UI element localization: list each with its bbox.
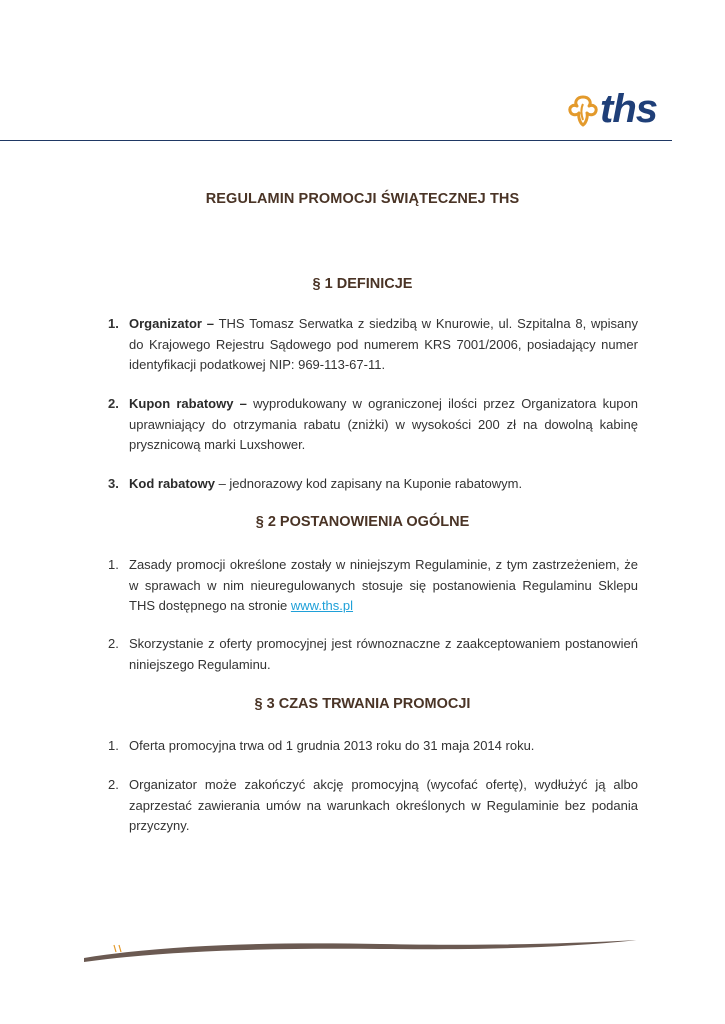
definition-item-coupon: 2. Kupon rabatowy – wyprodukowany w ograniczonej ilości przez Organizatora kupon uprawniający do otrzymania rabatu (zniżki) w wysokości 200 zł na dowolną kabinę prysznicową marki Luxshower.	[108, 396, 638, 452]
section-heading-duration: § 3 CZAS TRWANIA PROMOCJI	[254, 696, 471, 712]
ths-logo-mark-icon	[566, 94, 600, 128]
ths-website-link[interactable]: www.ths.pl	[290, 598, 354, 613]
section-heading-definitions: § 1 DEFINICJE	[312, 276, 413, 292]
footer-swoosh-decoration	[80, 936, 642, 966]
logo-text: ths	[600, 87, 657, 131]
duration-item-1: 1. Oferta promocyjna trwa od 1 grudnia 2013 roku do 31 maja 2014 roku.	[108, 738, 535, 753]
duration-item-2: 2. Organizator może zakończyć akcję promocyjną (wycofać ofertę), wydłużyć ją albo zaprzestać zawierania umów na warunkach określonych w Regulaminie bez podania przyczyny.	[108, 777, 638, 833]
general-item-2: 2. Skorzystanie z oferty promocyjnej jest równoznaczne z zaakceptowaniem postanowień niniejszego Regulaminu.	[108, 636, 638, 672]
document-title: REGULAMIN PROMOCJI ŚWIĄTECZNEJ THS	[205, 191, 520, 207]
definition-item-code: 3. Kod rabatowy – jednorazowy kod zapisany na Kuponie rabatowym.	[108, 476, 523, 491]
general-item-1: 1. Zasady promocji określone zostały w niniejszym Regulaminie, z tym zastrzeżeniem, że w sprawach w nim nieuregulowanych stosuje się postanowienia Regulaminu Sklepu THS dostępnego na stronie www.ths.pl	[108, 557, 638, 613]
ths-logo	[566, 87, 682, 132]
header-rule	[0, 140, 672, 141]
section-heading-general: § 2 POSTANOWIENIA OGÓLNE	[255, 514, 470, 530]
definition-item-organizer: 1. Organizator – THS Tomasz Serwatka z siedzibą w Knurowie, ul. Szpitalna 8, wpisany do Krajowego Rejestru Sądowego pod numerem KRS 7001/2006, posiadający numer identyfikacji podatkowej NIP: 969-113-67-11.	[108, 316, 638, 372]
